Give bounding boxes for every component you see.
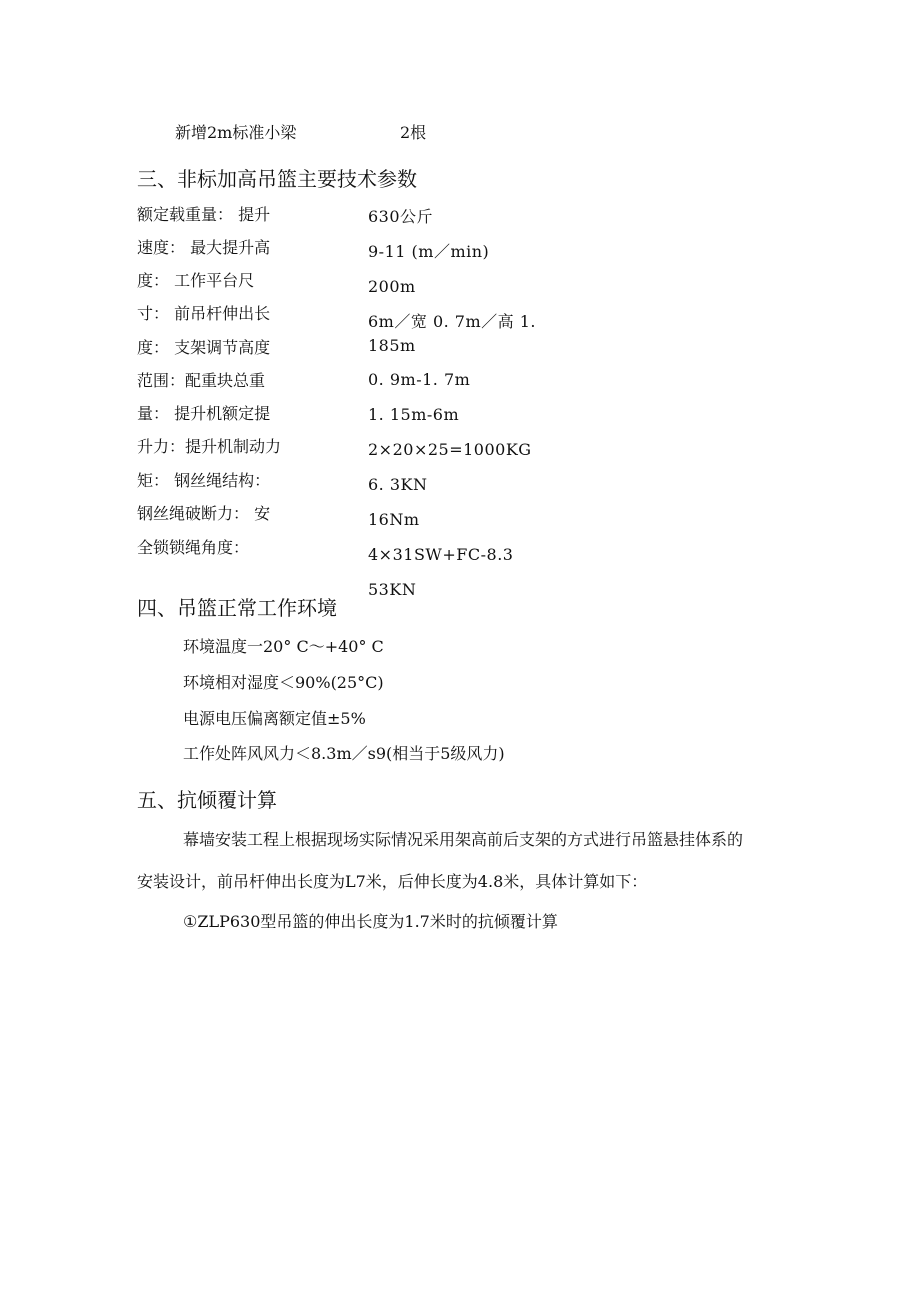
intro-quantity: 2根: [400, 123, 427, 142]
environment-item: 环境相对湿度＜90%(25°C): [183, 673, 384, 692]
spec-label: 度： 工作平台尺: [137, 271, 255, 290]
spec-label: 全锁锁绳角度：: [137, 538, 250, 557]
spec-value: 1. 15m-6m: [368, 405, 460, 424]
spec-value: 6. 3KN: [368, 475, 428, 494]
spec-value: 2×20×25=1000KG: [368, 440, 532, 459]
section3-heading: 三、非标加高吊篮主要技术参数: [137, 167, 417, 191]
environment-item: 电源电压偏离额定值±5%: [183, 709, 366, 728]
spec-value: 185m: [368, 336, 416, 355]
spec-label: 度： 支架调节高度: [137, 338, 271, 357]
spec-label: 升力：提升机制动力: [137, 437, 282, 456]
spec-value: 0. 9m-1. 7m: [368, 370, 471, 389]
spec-label: 额定载重量： 提升: [137, 205, 271, 224]
spec-value: 16Nm: [368, 510, 420, 529]
spec-label: 量： 提升机额定提: [137, 404, 271, 423]
spec-value: 9-11 (m／min): [368, 242, 490, 261]
intro-item: 新增2m标准小梁: [175, 123, 297, 142]
spec-value: 200m: [368, 277, 416, 296]
spec-value: 630公斤: [368, 207, 434, 226]
spec-value: 6m／宽 0. 7m／高 1.: [368, 312, 536, 331]
environment-item: 工作处阵风风力＜8.3m／s9(相当于5级风力): [183, 744, 505, 763]
environment-item: 环境温度一20° C～+40° C: [183, 637, 384, 656]
section4-heading: 四、吊篮正常工作环境: [137, 596, 337, 620]
spec-label: 钢丝绳破断力： 安: [137, 504, 271, 523]
spec-label: 矩： 钢丝绳结构：: [137, 471, 271, 490]
paragraph-line: 安装设计，前吊杆伸出长度为L7米，后伸长度为4.8米，具体计算如下：: [137, 872, 648, 891]
section5-heading: 五、抗倾覆计算: [137, 788, 277, 812]
spec-value: 4×31SW+FC-8.3: [368, 545, 514, 564]
spec-label: 速度： 最大提升高: [137, 238, 271, 257]
calculation-item: ①ZLP630型吊篮的伸出长度为1.7米时的抗倾覆计算: [183, 912, 558, 931]
spec-label: 寸： 前吊杆伸出长: [137, 304, 271, 323]
paragraph-line: 幕墙安装工程上根据现场实际情况采用架高前后支架的方式进行吊篮悬挂体系的: [183, 830, 744, 849]
spec-label: 范围：配重块总重: [137, 371, 266, 390]
spec-value: 53KN: [368, 580, 417, 599]
